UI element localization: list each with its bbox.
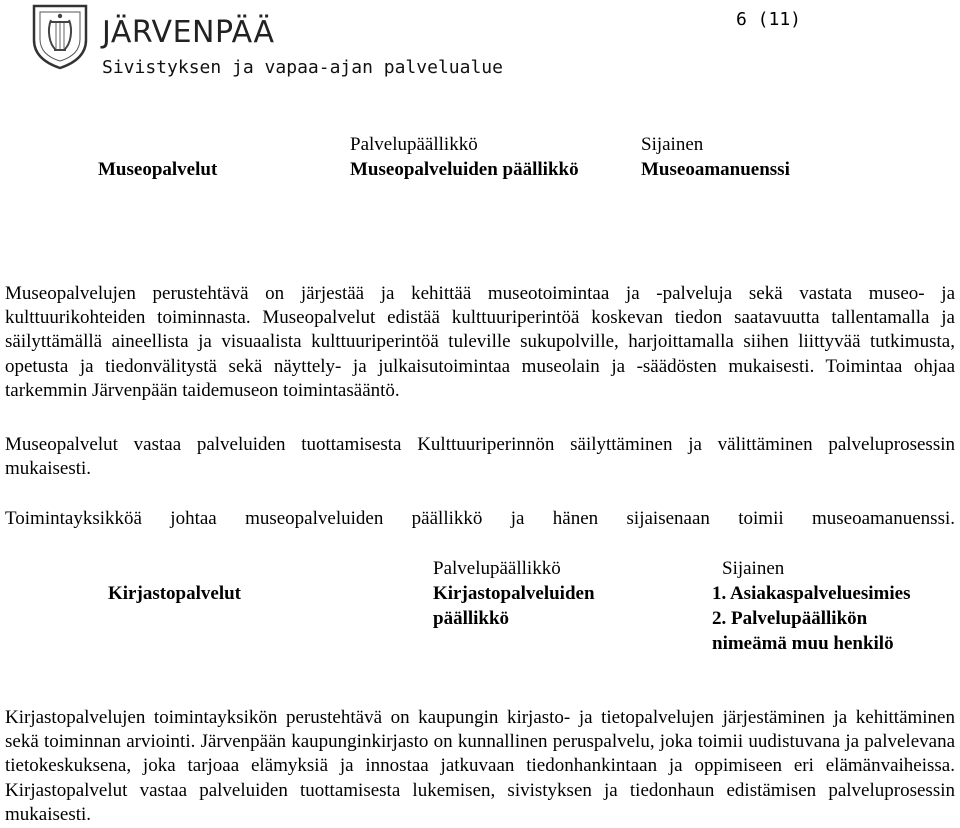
library-manager-label: Palvelupäällikkö [433,558,561,579]
library-deputy-line2: 2. Palvelupäällikön [712,608,868,629]
library-deputy-label: Sijainen [722,558,785,579]
museum-deputy-label: Sijainen [641,134,704,155]
library-deputy-line1: 1. Asiakaspalveluesimies [712,583,911,604]
city-crest-logo [30,2,90,70]
museum-deputy-value: Museoamanuenssi [641,159,790,180]
page-number: 6 (11) [736,9,802,30]
museum-manager-label: Palvelupäällikkö [350,134,478,155]
city-name: JÄRVENPÄÄ [102,15,275,50]
museum-section-title: Museopalvelut [98,159,218,180]
library-manager-value-line1: Kirjastopalveluiden [433,583,595,604]
museum-manager-value: Museopalveluiden päällikkö [350,159,579,180]
library-paragraph: Kirjastopalvelujen toimintayksikön perustehtävä on kaupungin kirjasto- ja tietopalvelujen järjestäminen ja kehittäminen sekä toiminnan arviointi. Järvenpään kaupunginkirjasto on kunnallinen peruspalvelu, joka toimii uudistuvana ja palvelevana tietokeskuksena, joka tarjoaa elämyksiä ja innostaa jatkuvaan tiedonhankintaan ja oppimiseen eri elämänvaiheissa. Kirjastopalvelut vastaa palveluiden tuottamisesta lukemisen, sivistyksen ja tiedonhaun edistämisen palveluprosessin mukaisesti. [5,707,955,825]
museum-paragraph-3: Toimintayksikköä johtaa museopalveluiden päällikkö ja hänen sijaisenaan toimii museoamanuenssi. [5,508,955,529]
museum-paragraph-1: Museopalvelujen perustehtävä on järjestää ja kehittää museotoimintaa ja -palveluja sekä vastata museo- ja kulttuurikohteiden toiminnasta. Museopalvelut edistää kulttuuriperintöä koskevan tiedon saatavuutta tallentamalla ja säilyttämällä aineellista ja visuaalista kulttuuriperintöä tuleville sukupolville, harjoittamalla siihen liittyvää tutkimusta, opetusta ja tiedonvälitystä sekä näyttely- ja julkaisutoimintaa museolain ja -säädösten mukaisesti. Toimintaa ohjaa tarkemmin Järvenpään taidemuseon toimintasääntö. [5,283,955,401]
department-name: Sivistyksen ja vapaa-ajan palvelualue [102,57,503,78]
library-deputy-line3: nimeämä muu henkilö [712,633,894,654]
library-section-title: Kirjastopalvelut [108,583,241,604]
library-manager-value-line2: päällikkö [433,608,510,629]
museum-paragraph-2: Museopalvelut vastaa palveluiden tuottamisesta Kulttuuriperinnön säilyttäminen ja välittäminen palveluprosessin mukaisesti. [5,434,955,480]
